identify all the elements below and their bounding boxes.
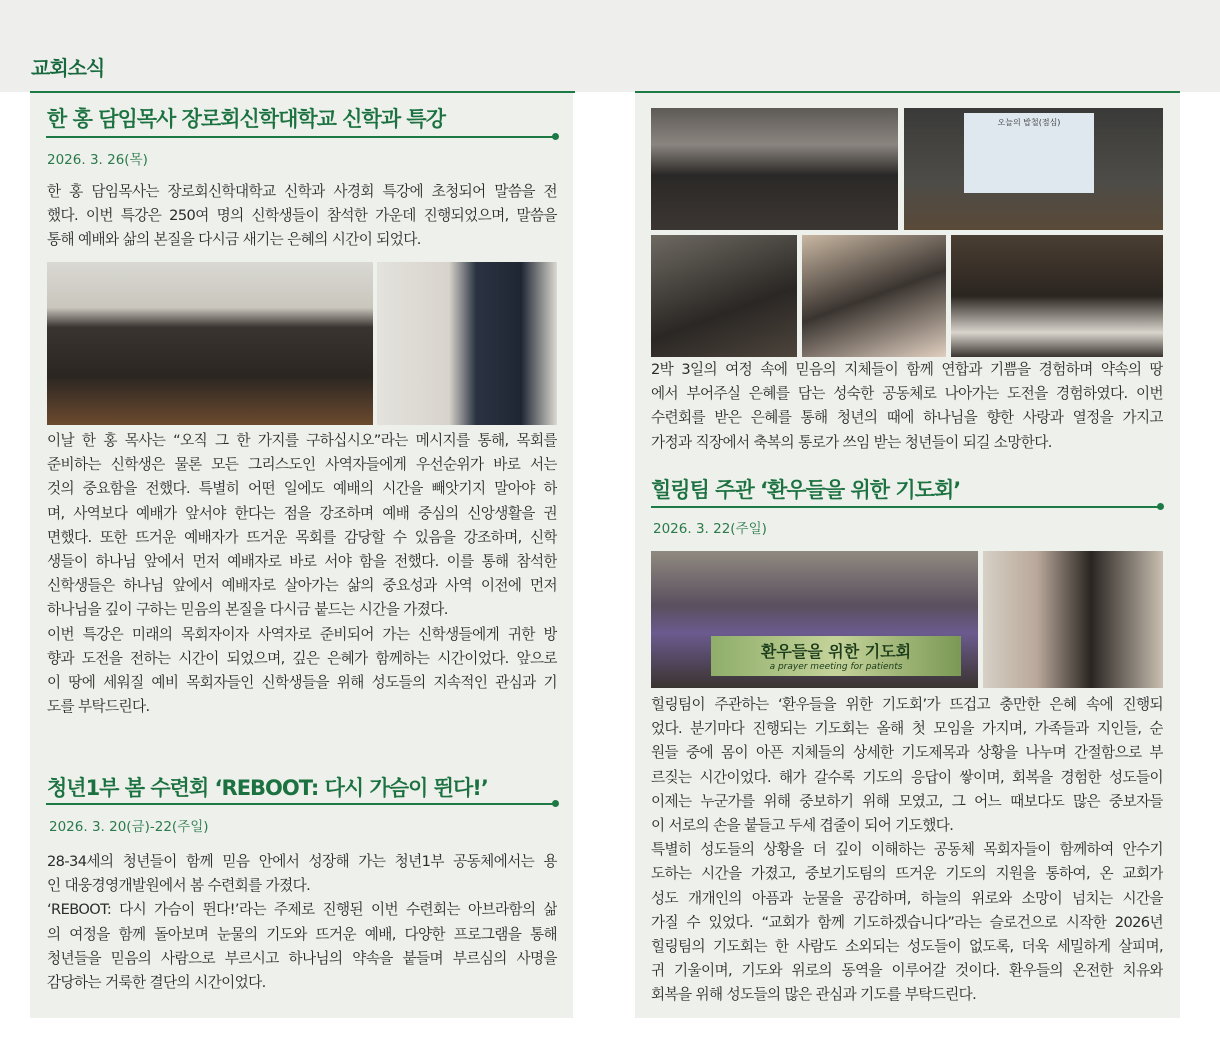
section-title: 교회소식: [31, 56, 105, 80]
text-line: 회복을 위해 성도들의 많은 관심과 기도를 부탁드린다.: [651, 986, 977, 1004]
text-line: 이날 한 홍 목사는 “오직 그 한 가지를 구하십시오”라는 메시지를 통해, 목회를: [47, 432, 557, 449]
text-line: 힐링팀의 기도회는 한 사람도 소외되는 성도들이 없도록, 더욱 세밀하게 살피며,: [651, 937, 1163, 955]
text-line: 청년들을 믿음의 사람으로 부르시고 하나님의 약속을 붙들며 부르심의 사명을: [47, 949, 557, 967]
text-line: 것의 중요함을 전했다. 특별히 어떤 일에도 예배의 시간을 빼앗기지 말아야 하: [47, 480, 557, 498]
text-line: 이 땅에 세워질 예비 목회자들인 신학생들을 위해 성도들의 지속적인 관심과 기: [47, 673, 557, 691]
prayer-photo: [951, 235, 1163, 357]
text-line: 르짖는 시간이었다. 해가 갈수록 기도의 응답이 쌓이며, 회복을 경험한 성도들이: [651, 768, 1163, 786]
title-rule: [46, 136, 556, 138]
article-date: 2026. 3. 20(금)-22(주일): [49, 819, 209, 835]
text-line: 힐링팀이 주관하는 ‘환우들을 위한 기도회’가 뜨겁고 충만한 은혜 속에 진행되: [651, 696, 1163, 713]
text-line: 이 서로의 손을 붙들고 두세 겹줄이 되어 기도했다.: [651, 816, 954, 834]
youth-photo: [651, 235, 797, 357]
text-line: 생들이 하나님 앞에서 먼저 예배자로 바로 서야 함을 전했다. 이를 통해 참석한: [47, 552, 557, 570]
prayer-meeting-group-photo: [651, 551, 978, 688]
text-line: 하나님을 깊이 구하는 믿음의 본질을 다시금 붙드는 시간을 가졌다.: [47, 601, 448, 619]
text-line: 이번 특강은 미래의 목회자이자 사역자로 준비되어 가는 신학생들에게 귀한 방: [47, 625, 557, 643]
article-date: 2026. 3. 22(주일): [653, 521, 767, 537]
prayer-meeting-banner: [711, 636, 961, 676]
article-title: 한 홍 담임목사 장로회신학대학교 신학과 특강: [47, 107, 445, 131]
article-body: [651, 358, 1163, 455]
text-line: 통해 예배와 삶의 본질을 다시금 새기는 은혜의 시간이 되었다.: [47, 231, 421, 249]
text-line: 에서 부어주실 은혜를 담는 성숙한 공동체로 나아가는 도전을 경험하였다. 이번: [651, 385, 1163, 403]
header-band: [0, 0, 1220, 92]
pastor-speaking-photo: [377, 262, 557, 425]
article-body: [47, 429, 557, 719]
text-line: 도하는 시간을 가졌고, 중보기도팀의 뜨거운 기도의 지원을 통하여, 온 교회가: [651, 865, 1163, 883]
text-line: 의 여정을 함께 돌아보며 눈물의 기도와 뜨거운 예배, 다양한 프로그램을 통해: [47, 925, 557, 943]
text-line: 신학생들은 하나님 앞에서 예배자로 살아가는 삶의 중요성과 사역 이전에 먼저: [47, 577, 557, 595]
text-line: 수련회를 받은 은혜를 통해 청년의 때에 하나님을 향한 사랑과 열정을 가지고: [651, 409, 1163, 427]
article-title: 힐링팀 주관 ‘환우들을 위한 기도회’: [651, 478, 961, 502]
text-line: 감당하는 거룩한 결단의 시간이었다.: [47, 973, 266, 991]
text-line: 28-34세의 청년들이 함께 믿음 안에서 성장해 가는 청년1부 공동체에서는 용: [47, 853, 557, 870]
article-body: [47, 850, 557, 995]
text-line: 했다. 이번 특강은 250여 명의 신학생들이 참석한 가운데 진행되었으며, 말씀을: [47, 207, 557, 225]
article-title: 청년1부 봄 수련회 ‘REBOOT: 다시 가슴이 뛴다!’: [47, 776, 488, 800]
banner-title: 환우들을 위한 기도회: [760, 642, 912, 661]
article-body: [651, 693, 1163, 1007]
text-line: 원들 중에 몸이 아픈 지체들의 상세한 기도제목과 상황을 나누며 간절함으로 부: [651, 744, 1163, 762]
text-line: 한 홍 담임목사는 장로회신학대학교 신학과 사경회 특강에 초청되어 말씀을 전: [47, 183, 557, 200]
worship-slide-photo: [904, 108, 1163, 230]
article-date: 2026. 3. 26(목): [47, 152, 148, 168]
selfie-photo: [802, 235, 946, 357]
text-line: 가질 수 있었다. “교회가 함께 기도하겠습니다”라는 슬로건으로 시작한 2026년: [651, 913, 1163, 931]
text-line: ‘REBOOT: 다시 가슴이 뛴다!’라는 주제로 진행된 이번 수련회는 아브라함의 삶: [47, 901, 557, 919]
text-line: 가정과 직장에서 축복의 통로가 쓰임 받는 청년들이 되길 소망한다.: [651, 433, 1052, 451]
praying-woman-photo: [983, 551, 1163, 688]
article-body: [47, 180, 557, 253]
title-rule: [651, 506, 1161, 508]
lecture-hall-photo: [47, 262, 373, 425]
group-photo: [651, 108, 898, 230]
text-line: 성도 개개인의 아픔과 눈물을 공감하며, 하늘의 위로와 소망이 넘치는 시간을: [651, 889, 1163, 907]
text-line: 특별히 성도들의 상황을 더 깊이 이해하는 공동체 목회자들이 함께하여 안수기: [651, 841, 1163, 859]
text-line: 면했다. 또한 뜨거운 예배자가 뜨거운 목회를 감당할 수 있음을 강조하며, 신학: [47, 528, 557, 546]
text-line: 귀 기울이며, 기도와 위로의 동역을 이루어갈 것이다. 환우들의 온전한 치유와: [651, 962, 1163, 980]
text-line: 향과 도전을 전하는 시간이 되었으며, 깊은 은혜가 함께하는 시간이었다. 앞으로: [47, 649, 557, 667]
text-line: 2박 3일의 여정 속에 믿음의 지체들이 함께 연합과 기쁨을 경험하며 약속의 땅: [651, 361, 1163, 378]
text-line: 준비하는 신학생은 물론 모든 그리스도인 사역자들에게 우선순위가 바로 서는: [47, 456, 557, 474]
slide-text: 오늘의 밥철(점심): [964, 113, 1094, 193]
text-line: 었다. 분기마다 진행되는 기도회는 올해 첫 모임을 가지며, 가족들과 지인들, 순: [651, 720, 1163, 738]
banner-subtitle: a prayer meeting for patients: [769, 662, 903, 672]
text-line: 며, 사역보다 예배가 앞서야 한다는 점을 강조하며 예배 중심의 신앙생활을 권: [47, 504, 557, 522]
text-line: 도를 부탁드린다.: [47, 698, 150, 716]
text-line: 이제는 누군가를 위해 중보하기 위해 모였고, 그 어느 때보다도 많은 중보자들: [651, 792, 1163, 810]
title-rule: [46, 803, 556, 805]
text-line: 인 대웅경영개발원에서 봄 수련회를 가졌다.: [47, 877, 311, 895]
